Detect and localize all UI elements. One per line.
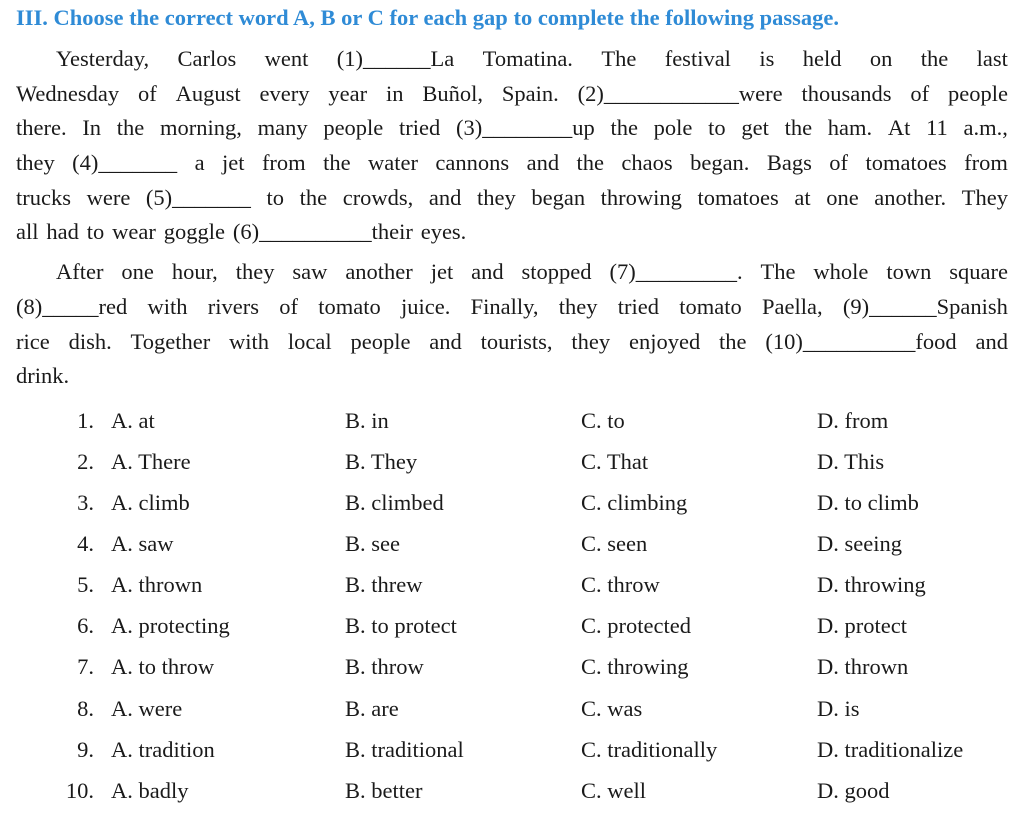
passage-word: (2)____________were <box>577 80 783 106</box>
passage-word: (4)_______ <box>72 150 178 176</box>
passage-word: a.m., <box>963 115 1008 141</box>
passage-word: The <box>601 46 637 71</box>
passage-word: wear <box>112 219 156 245</box>
passage-word: Wednesday <box>16 80 120 106</box>
passage-word: and <box>429 328 462 354</box>
passage-word: to <box>266 184 285 210</box>
passage-word: (10)__________food <box>765 328 957 354</box>
passage-word: they <box>235 259 275 285</box>
passage-word: the <box>610 115 638 141</box>
passage-word: Finally, <box>470 293 539 319</box>
question-row <box>16 441 1008 482</box>
passage-line <box>16 42 1008 77</box>
passage-word: morning, <box>160 115 242 141</box>
passage-word: to <box>708 115 726 141</box>
passage-word: rivers <box>207 293 259 319</box>
passage-word: at <box>794 184 811 210</box>
passage-word: stopped <box>521 259 592 285</box>
passage-paragraph-2 <box>16 255 1008 394</box>
question-number: 7. <box>77 654 94 680</box>
question-row <box>16 729 1008 770</box>
option-b[interactable]: B. threw <box>345 572 423 598</box>
passage-word: Spain. <box>501 80 559 106</box>
passage-word: hour, <box>171 259 218 285</box>
passage-word: the <box>920 46 949 71</box>
passage-word: is <box>759 46 775 71</box>
passage-word: one <box>121 259 154 285</box>
option-c[interactable]: C. throwing <box>581 654 689 680</box>
passage-word: and <box>471 259 504 285</box>
option-b[interactable]: B. are <box>345 695 399 721</box>
option-d[interactable]: D. is <box>817 695 860 721</box>
passage-word: (3)________up <box>455 115 595 141</box>
option-a[interactable]: A. There <box>111 448 191 474</box>
option-b[interactable]: B. to protect <box>345 613 457 639</box>
passage-line <box>16 146 1008 181</box>
option-a[interactable]: A. to throw <box>111 654 215 680</box>
exercise-page <box>0 4 1024 815</box>
passage-word: they <box>571 328 611 354</box>
passage-word: Tomatina. <box>482 46 573 71</box>
passage-word: 11 <box>926 115 948 141</box>
passage-word: local <box>287 328 332 354</box>
passage-word: pole <box>653 115 693 141</box>
passage-word: of <box>829 150 849 176</box>
passage-word: throwing <box>600 184 682 210</box>
passage-word: eyes. <box>420 219 467 245</box>
question-row <box>16 400 1008 441</box>
question-row <box>16 688 1008 729</box>
passage-word: year <box>328 80 368 106</box>
passage-word: began. <box>690 150 750 176</box>
option-d[interactable]: D. throwing <box>817 572 926 598</box>
question-number: 10. <box>65 777 94 803</box>
passage-line <box>16 255 1008 290</box>
passage-word: on <box>869 46 893 71</box>
option-a[interactable]: A. badly <box>111 777 189 803</box>
question-number: 5. <box>77 572 94 598</box>
passage-word: they <box>558 293 598 319</box>
passage-word: rice <box>16 328 50 354</box>
passage-word: Carlos <box>177 46 237 71</box>
passage-word: In <box>82 115 102 141</box>
passage-word: people <box>350 328 411 354</box>
passage-word: goggle <box>163 219 225 245</box>
question-row <box>16 482 1008 523</box>
option-b[interactable]: B. throw <box>345 654 424 680</box>
option-c[interactable]: C. seen <box>581 531 648 557</box>
option-d[interactable]: D. thrown <box>817 654 909 680</box>
option-d[interactable]: D. seeing <box>817 531 902 557</box>
option-d[interactable]: D. traditionalize <box>817 736 964 762</box>
option-d[interactable]: D. from <box>817 407 889 433</box>
passage-paragraph-1 <box>16 42 1008 250</box>
option-c[interactable]: C. That <box>581 448 649 474</box>
passage-word: to <box>86 219 105 245</box>
passage-word: chaos <box>621 150 673 176</box>
passage-word: and <box>975 328 1008 354</box>
passage-word: saw <box>292 259 328 285</box>
passage-word: whole <box>813 259 869 285</box>
passage-word: water <box>368 150 418 176</box>
question-row <box>16 646 1008 687</box>
passage-word: (1)______La <box>336 46 455 71</box>
passage-word: began <box>531 184 586 210</box>
passage-line <box>16 359 1008 394</box>
passage-word: and <box>428 184 462 210</box>
passage-word: and <box>526 150 560 176</box>
option-d[interactable]: D. good <box>817 777 890 803</box>
passage-word: a <box>194 150 205 176</box>
passage-word: in <box>385 80 404 106</box>
option-b[interactable]: B. They <box>345 448 418 474</box>
passage-word: they <box>477 184 516 210</box>
passage-word: tomato <box>318 293 381 319</box>
passage-word: thousands <box>801 80 892 106</box>
passage-word: tourists, <box>480 328 553 354</box>
question-number: 4. <box>77 531 94 557</box>
passage-word: (6)__________their <box>232 219 413 245</box>
passage-word: trucks <box>16 184 71 210</box>
passage-word: the <box>323 150 351 176</box>
passage-word: Yesterday, <box>56 46 150 71</box>
passage-word: the <box>299 184 328 210</box>
passage-word: there. <box>16 115 67 141</box>
passage-word: held <box>802 46 842 71</box>
passage-word: enjoyed <box>628 328 701 354</box>
option-a[interactable]: A. climb <box>111 490 190 516</box>
passage-word: the <box>576 150 604 176</box>
option-b[interactable]: B. see <box>345 531 400 557</box>
option-c[interactable]: C. protected <box>581 613 691 639</box>
option-a[interactable]: A. thrown <box>111 572 203 598</box>
answer-options <box>16 400 1008 811</box>
passage-word: (8)_____red <box>16 293 128 319</box>
option-a[interactable]: A. at <box>111 407 155 433</box>
option-b[interactable]: B. traditional <box>345 736 464 762</box>
passage-word: dish. <box>68 328 112 354</box>
passage-word: tomatoes <box>697 184 779 210</box>
passage-word: crowds, <box>342 184 414 210</box>
passage-line <box>16 181 1008 216</box>
option-a[interactable]: A. tradition <box>111 736 215 762</box>
passage-word: went <box>264 46 309 71</box>
passage-word: At <box>887 115 911 141</box>
option-a[interactable]: A. saw <box>111 531 174 557</box>
passage-word: of <box>910 80 930 106</box>
passage-word: They <box>961 184 1008 210</box>
passage-word: from <box>261 150 306 176</box>
passage-word: people <box>323 115 384 141</box>
passage-word: jet <box>222 150 245 176</box>
passage-word: were <box>86 184 131 210</box>
passage-word: cannons <box>435 150 510 176</box>
option-c[interactable]: C. was <box>581 695 643 721</box>
option-d[interactable]: D. to climb <box>817 490 919 516</box>
question-number: 3. <box>77 490 94 516</box>
passage-word: with <box>147 293 188 319</box>
option-c[interactable]: C. throw <box>581 572 660 598</box>
passage-word: another <box>345 259 413 285</box>
passage-word: of <box>279 293 298 319</box>
option-b[interactable]: B. better <box>345 777 423 803</box>
passage-word: Together <box>130 328 211 354</box>
passage-word: Paella, <box>761 293 823 319</box>
passage-word: the <box>116 115 145 141</box>
passage-word: (5)_______ <box>145 184 251 210</box>
passage-word: the <box>719 328 747 354</box>
passage-word: ham. <box>827 115 873 141</box>
question-number: 9. <box>77 736 94 762</box>
question-row <box>16 523 1008 564</box>
passage-word: every <box>259 80 310 106</box>
option-a[interactable]: A. were <box>111 695 183 721</box>
option-d[interactable]: D. This <box>817 448 885 474</box>
question-number: 1. <box>77 407 94 433</box>
passage-word: another. <box>874 184 947 210</box>
passage <box>16 42 1008 394</box>
passage-word: with <box>229 328 270 354</box>
option-d[interactable]: D. protect <box>817 613 907 639</box>
passage-word: jet <box>430 259 454 285</box>
option-c[interactable]: C. well <box>581 777 646 803</box>
passage-word: drink. <box>16 363 70 389</box>
passage-word: (7)_________. <box>609 259 743 285</box>
passage-word: tomato <box>679 293 742 319</box>
passage-word: The <box>760 259 796 285</box>
passage-word: tried <box>399 115 441 141</box>
passage-word: they <box>16 150 55 176</box>
passage-word: After <box>56 259 104 285</box>
passage-line <box>16 325 1008 360</box>
passage-word: square <box>949 259 1008 285</box>
question-number: 2. <box>77 448 94 474</box>
question-number: 6. <box>77 613 94 639</box>
passage-word: last <box>976 46 1008 71</box>
passage-word: people <box>947 80 1008 106</box>
option-c[interactable]: C. to <box>581 407 625 433</box>
passage-word: Bags <box>766 150 812 176</box>
passage-word: get <box>741 115 769 141</box>
question-row <box>16 564 1008 605</box>
option-c[interactable]: C. traditionally <box>581 736 718 762</box>
passage-line <box>16 215 1008 250</box>
passage-word: tried <box>617 293 659 319</box>
passage-word: town <box>886 259 932 285</box>
passage-word: tomatoes <box>865 150 947 176</box>
passage-word: Buñol, <box>422 80 484 106</box>
passage-word: festival <box>664 46 731 71</box>
question-row <box>16 770 1008 811</box>
passage-word: (9)______Spanish <box>842 293 1008 319</box>
question-row <box>16 605 1008 646</box>
option-a[interactable]: A. protecting <box>111 613 230 639</box>
passage-word: many <box>257 115 308 141</box>
option-b[interactable]: B. climbed <box>345 490 444 516</box>
question-number: 8. <box>77 695 94 721</box>
passage-line <box>16 290 1008 325</box>
passage-line <box>16 111 1008 146</box>
option-c[interactable]: C. climbing <box>581 490 688 516</box>
passage-word: from <box>964 150 1008 176</box>
exercise-heading: III. Choose the correct word A, B or C for each gap to complete the following passage. <box>16 5 840 30</box>
passage-word: the <box>784 115 813 141</box>
passage-line <box>16 77 1008 112</box>
passage-word: juice. <box>400 293 451 319</box>
passage-word: August <box>175 80 241 106</box>
passage-word: of <box>138 80 157 106</box>
passage-word: one <box>826 184 859 210</box>
passage-word: all <box>16 219 39 245</box>
passage-word: had <box>46 219 79 245</box>
option-b[interactable]: B. in <box>345 407 389 433</box>
